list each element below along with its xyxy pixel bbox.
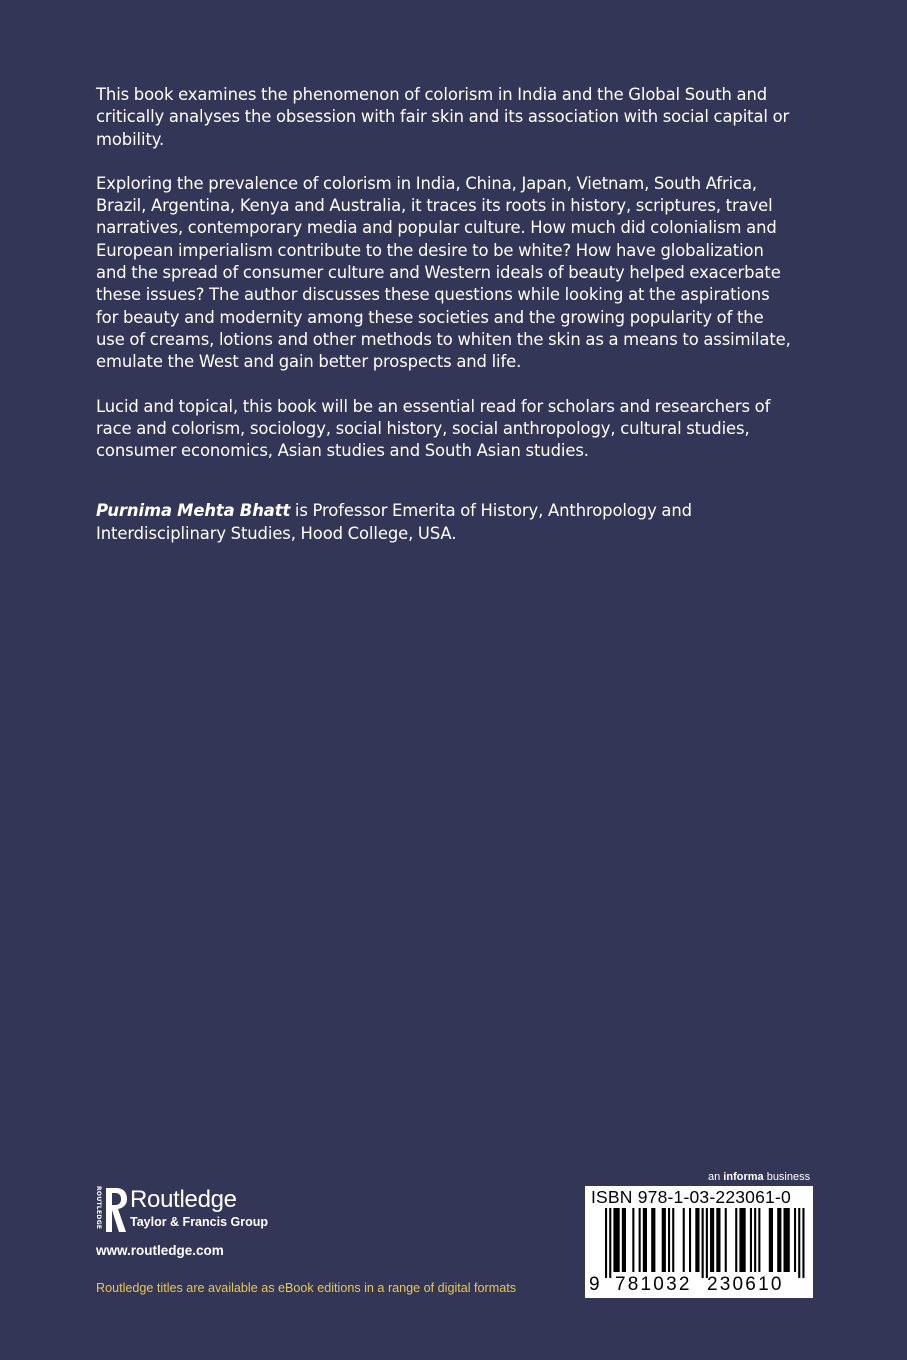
barcode-bar [784,1208,790,1272]
barcode-bar [632,1208,634,1272]
barcode-first-digit: 9 [589,1274,602,1295]
barcode-left-group: 781032 [615,1274,692,1295]
barcode-bar [689,1208,691,1272]
barcode-guard-bar [798,1208,800,1278]
barcode-guard-bar [605,1208,607,1278]
informa-business-label [708,1171,810,1183]
barcode-bar [662,1208,666,1272]
isbn-label: ISBN 978-1-03-223061-0 [591,1187,791,1207]
barcode-bar [668,1208,670,1272]
barcode-bar [777,1208,781,1272]
barcode-bar [710,1208,714,1272]
barcode-bar [643,1208,647,1272]
author-bio-text: is Professor Emerita of History, Anthropology and Interdisciplinary Studies, Hood College, USA. [96,501,692,543]
barcode-bar [716,1208,720,1272]
barcode-bar [750,1208,752,1272]
informa-bold: informa [723,1171,764,1183]
barcode-guard-bar [706,1208,708,1278]
barcode-bar [754,1208,756,1272]
barcode-bar [695,1208,699,1272]
barcode-bar [739,1208,745,1272]
description-paragraph-2: Exploring the prevalence of colorism in India, China, Japan, Vietnam, South Africa, Brazil, Argentina, Kenya and Australia, it traces its roots in history, scriptures, travel narratives, contemporary media and popular culture. How much did colonialism and European imperialism contribute to the desire to be white? How have globalization and the spread of consumer culture and Western ideals of beauty helped exacerbate these issues? The author discusses these questions while looking at the aspirations for beauty and modernity among these societies and the growing popularity of the use of creams, lotions and other methods to whiten the skin as a means to assimilate, emulate the West and gain better prospects and life. [96,173,791,372]
barcode-guard-bar [609,1208,611,1278]
publisher-logo [94,1186,394,1236]
barcode-bar [735,1208,737,1272]
barcode-guard-bar [702,1208,704,1278]
barcode-bars [585,1208,813,1278]
author-name: Purnima Mehta Bhatt [96,501,291,521]
informa-prefix: an [708,1171,724,1183]
description-paragraph-3: Lucid and topical, this book will be an essential read for scholars and researchers of race and colorism, sociology, social history, social anthropology, cultural studies, consumer economics, Asian studies and South Asian studies. [96,396,771,461]
barcode-bar [794,1208,796,1272]
barcode-bar [622,1208,626,1272]
routledge-mark [94,1186,130,1236]
description-paragraph-1: This book examines the phenomenon of colorism in India and the Global South and critically analyses the obsession with fair skin and its association with social capital or mobility. [96,85,790,149]
publisher-group: Taylor & Francis Group [130,1215,268,1229]
barcode-bar [769,1208,773,1272]
informa-suffix: business [763,1171,811,1183]
barcode-bar [613,1208,619,1272]
routledge-r-icon [104,1188,128,1232]
barcode-bar [651,1208,655,1272]
barcode-bar [758,1208,760,1272]
barcode-guard-bar [802,1208,804,1278]
vertical-mark-text: ROUTLEDGE [95,1186,102,1230]
barcode-bar [725,1208,727,1272]
barcode-bar [672,1208,674,1272]
isbn-barcode [585,1186,813,1298]
back-cover-blurb [96,84,796,567]
author-bio [96,500,796,545]
barcode-bar [683,1208,685,1272]
publisher-website: www.routledge.com [96,1243,224,1258]
barcode-right-group: 230610 [707,1274,784,1295]
barcode-bar [639,1208,641,1272]
ebook-note: Routledge titles are available as eBook editions in a range of digital formats [96,1281,517,1295]
publisher-name: Routledge [130,1186,237,1213]
